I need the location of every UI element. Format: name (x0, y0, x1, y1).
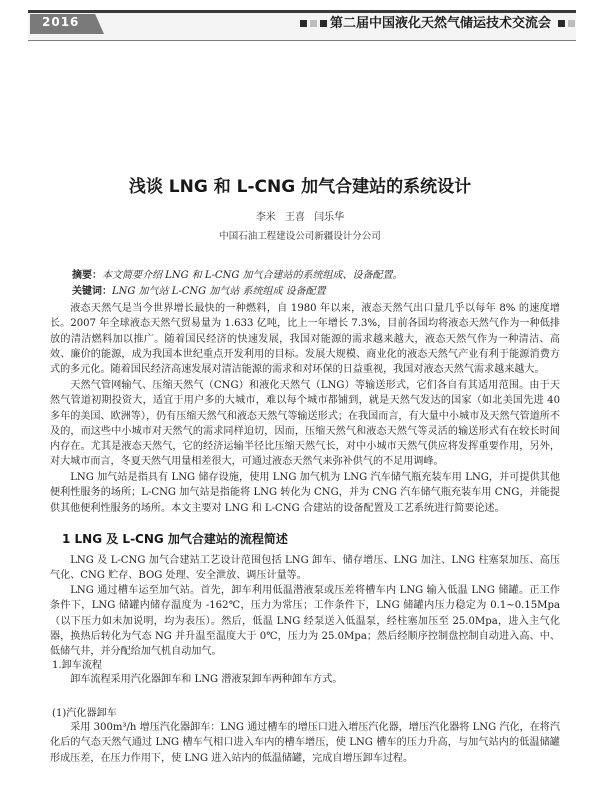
abstract-text: 本文简要介绍 LNG 和 L-CNG 加气合建站的系统组成、设备配置。 (102, 270, 403, 281)
conference-title: 第二届中国液化天然气储运技术交流会 (330, 16, 552, 31)
intro-paragraph-3: LNG 加气站是指具有 LNG 储存设施，使用 LNG 加气机为 LNG 汽车储气瓶充装车用 LNG，并可提供其他便利性服务的场所；L-CNG 加气站是指能将 LNG 转化为 CNG，并为 CNG 汽车储气瓶充装车用 CNG，并能提供其他便利性服务的场所。本文主要对 LNG 和 L-CNG 合建站的设备配置及工艺系统进行简要论述。 (50, 472, 560, 514)
header-bullet-icon (320, 20, 327, 27)
subsection-heading-2: (1)汽化器卸车 (52, 708, 117, 719)
header-bullet-icon (568, 20, 575, 27)
header-bullet-icon (300, 20, 307, 27)
keywords (72, 282, 572, 297)
section-heading: 1 LNG 及 L-CNG 加气合建站的流程简述 (62, 532, 288, 546)
intro-paragraph-2: 天然气管网输气、压缩天然气（CNG）和液化天然气（LNG）等输送形式，它们各自有其适用范围。由于天然气管道初期投资大，适宜于用户多的大城市，难以每个城市都铺到，就是天然气发达的国家（如北美国先进 40 多年的美国、欧洲等），仍有压缩天然气和液态天然气等输送形式；在我国而言，有大量中小城市及天然气管道所不及的，而这些中小城市对天然气的需求同样迫切，因而，压缩天然气和液态天然气等灵活的输送形式有在较长时间内存在。尤其是液态天然气，它的经济运输半径比压缩天然气长，对中小城市天然气供应将发挥重要作用，另外，对大城市而言，冬夏天然气用量相差很大，可通过液态天然气来弥补供气的不足用调峰。 (50, 380, 560, 468)
section-paragraph-3: 卸车流程采用汽化器卸车和 LNG 潜液泵卸车两种卸车方式。 (70, 674, 343, 685)
section-paragraph-1: LNG 及 L-CNG 加气合建站工艺设计范围包括 LNG 卸车、储存增压、LNG 加注、LNG 柱塞泵加压、高压气化、CNG 贮存、BOG 处理、安全泄放、调压计量等。 (50, 555, 560, 582)
keywords-text: LNG 加气站 L-CNG 加气站 系统组成 设备配置 (112, 286, 326, 297)
abstract-label: 摘要： (72, 270, 102, 281)
abstract (72, 266, 572, 281)
section-paragraph-4: 采用 300m³/h 增压汽化器卸车：LNG 通过槽车的增压口进入增压汽化器，增压汽化器将 LNG 汽化，在将汽化后的气态天然气通过 LNG 槽车气相口进入车内的槽车增压，使 LNG 槽车的压力升高，与加气站内的低温储罐形成压差，在压力作用下，使 LNG 进入站内的低温储罐，完成自增压卸车过程。 (50, 722, 560, 764)
paper-title: 浅谈 LNG 和 L-CNG 加气合建站的系统设计 (128, 177, 472, 197)
keywords-label: 关键词： (72, 286, 112, 297)
paper-affiliation: 中国石油工程建设公司新疆设计分公司 (219, 231, 381, 242)
section-paragraph-2: LNG 通过槽车运至加气站。首先，卸车利用低温潜液泵或压差将槽车内 LNG 输入低温 LNG 储罐。正工作条件下，LNG 储罐内储存温度为 -162℃，压力为常压；工作条件下，LNG 储罐内压力稳定为 0.1~0.15Mpa（以下压力如未加说明，均为表压）。然后，低温 LNG 经泵送入低温泵，经柱塞加压至 25.0Mpa，进入主气化器，换热后转化为气态 NG 并升温至温度大于 0℃，压力为 25.0Mpa；然后经顺序控制盘控制自动进入高、中、低储气井，并分配给加气机自动加气。 (50, 585, 560, 658)
header-bullet-icon (558, 20, 565, 27)
paper-authors: 李米 王喜 闫乐华 (255, 212, 345, 223)
intro-paragraph-1: 液态天然气是当今世界增长最快的一种燃料，自 1980 年以来，液态天然气出口量几乎以每年 8% 的速度增长。2007 年全球液态天然气贸易量为 1.633 亿吨，比上一年增长 7.3%，目前各国均将液态天然气作为一种低排放的清洁燃料加以推广。随着国民经济的快速发展，我国对能源的需求越来越大，液态天然气作为一种清洁、高效、廉价的能源，成为我国本世纪重点开发利用的目标。发展大规模、商业化的液态天然气产业有利于能源消费方式的多元化。随着国民经济高速发展对清洁能源的需求和对环保的日益重视，我国对液态天然气需求越来越大。 (50, 303, 560, 376)
subsection-heading: 1.卸车流程 (52, 660, 103, 671)
header-bullet-icon (310, 20, 317, 27)
header-rule (28, 40, 576, 41)
header-year: 2016 (42, 15, 80, 29)
